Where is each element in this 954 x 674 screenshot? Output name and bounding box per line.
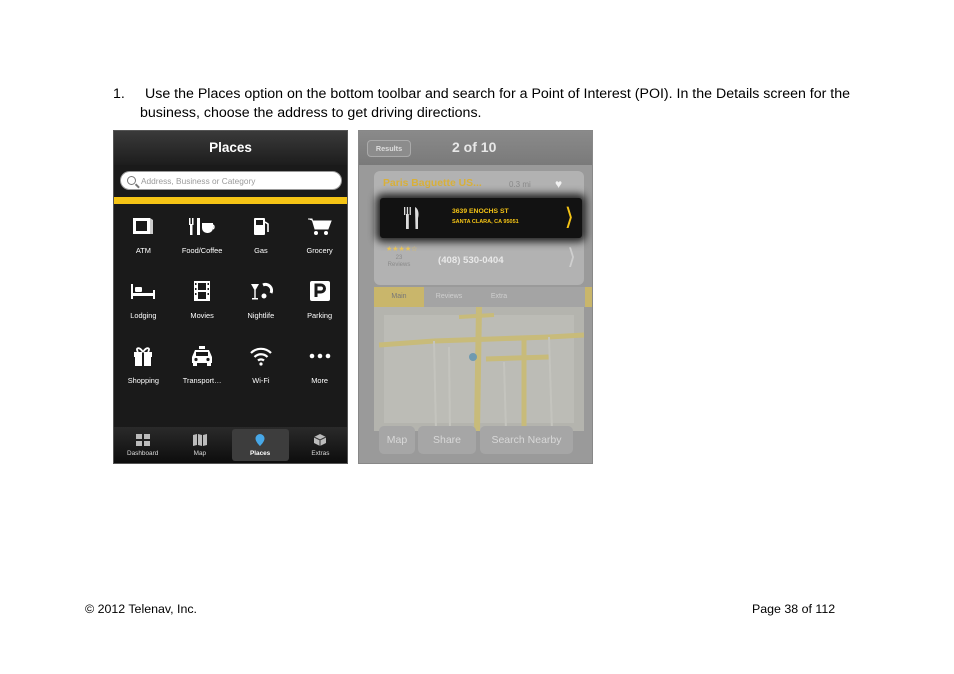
film-icon — [187, 278, 217, 304]
category-label: Transport… — [182, 376, 222, 385]
address-line1: 3639 ENOCHS ST — [452, 208, 509, 215]
gas-pump-icon — [246, 213, 276, 239]
cube-icon — [312, 433, 328, 447]
category-label: Parking — [307, 311, 333, 320]
category-label: Food/Coffee — [181, 246, 223, 255]
nightlife-icon — [246, 278, 276, 304]
tab-label: Dashboard — [126, 450, 159, 457]
map-preview[interactable] — [374, 307, 584, 431]
business-distance: 0.3 mi — [509, 180, 531, 189]
details-screenshot — [358, 130, 593, 464]
category-transport[interactable] — [173, 343, 232, 389]
category-label: Movies — [190, 311, 214, 320]
category-label: Nightlife — [247, 311, 275, 320]
map-button[interactable]: Map — [379, 426, 415, 454]
tab-label: Extras — [311, 450, 330, 457]
category-label: Grocery — [306, 246, 333, 255]
fork-knife-icon — [403, 206, 423, 230]
reviews-word: Reviews — [387, 262, 411, 268]
category-shopping[interactable] — [114, 343, 173, 389]
category-food-coffee[interactable] — [173, 213, 232, 259]
chevron-right-icon: ⟩ — [567, 245, 576, 270]
search-nearby-button[interactable]: Search Nearby — [480, 426, 573, 454]
category-lodging[interactable] — [114, 278, 173, 324]
rating-stars: ★★★★☆ — [386, 246, 418, 253]
category-nightlife[interactable] — [232, 278, 291, 324]
tab-reviews[interactable]: Reviews — [435, 293, 463, 300]
bed-icon — [128, 278, 158, 304]
step-number: 1. — [113, 86, 125, 102]
results-button[interactable]: Results — [367, 140, 411, 157]
result-count: 2 of 10 — [452, 139, 497, 155]
phone-number[interactable]: (408) 530-0404 — [438, 255, 504, 266]
places-search-input[interactable] — [120, 171, 342, 190]
category-label: ATM — [135, 246, 151, 255]
category-label: Lodging — [130, 311, 157, 320]
category-parking[interactable] — [290, 278, 348, 324]
tab-bar-accent — [585, 287, 593, 307]
heart-icon[interactable]: ♥ — [555, 177, 563, 191]
car-icon — [187, 343, 217, 369]
category-label: Wi-Fi — [252, 376, 270, 385]
category-label: More — [311, 376, 329, 385]
category-grocery[interactable] — [290, 213, 348, 259]
action-buttons — [379, 426, 593, 456]
gift-icon — [128, 343, 158, 369]
category-gas[interactable] — [232, 213, 291, 259]
more-icon — [305, 343, 335, 369]
step-text: Use the Places option on the bottom toolbar and search for a Point of Interest (POI). In the Details screen for the business, choose the address to get driving directions. — [140, 86, 851, 121]
pin-icon — [252, 433, 268, 447]
address-line2: SANTA CLARA, CA 95051 — [452, 219, 519, 225]
category-wifi[interactable] — [232, 343, 291, 389]
parking-icon — [305, 278, 335, 304]
category-atm[interactable] — [114, 213, 173, 259]
details-header — [359, 131, 592, 165]
search-placeholder: Address, Business or Category — [141, 175, 256, 186]
tab-extras[interactable] — [292, 427, 348, 463]
category-label: Shopping — [127, 376, 159, 385]
tab-places[interactable] — [232, 429, 289, 461]
review-count — [386, 255, 412, 269]
business-card — [374, 171, 584, 285]
search-icon — [127, 176, 136, 185]
business-name: Paris Baguette US... — [383, 178, 482, 189]
tab-map[interactable] — [171, 427, 228, 463]
share-button[interactable]: Share — [418, 426, 476, 454]
bottom-toolbar — [114, 427, 348, 463]
category-movies[interactable] — [173, 278, 232, 324]
category-label: Gas — [254, 246, 268, 255]
footer-copyright: © 2012 Telenav, Inc. — [85, 602, 197, 616]
review-number: 23 — [395, 255, 403, 261]
dashboard-icon — [135, 433, 151, 447]
address-row[interactable] — [380, 198, 582, 238]
map-icon — [192, 433, 208, 447]
wifi-icon — [246, 343, 276, 369]
footer-page-number: Page 38 of 112 — [752, 602, 836, 616]
instruction-step — [113, 85, 873, 123]
category-grid — [114, 213, 348, 389]
places-screenshot — [113, 130, 348, 464]
tab-main[interactable]: Main — [374, 287, 424, 307]
category-more[interactable] — [290, 343, 348, 389]
tab-extra[interactable]: Extra — [490, 293, 508, 300]
yellow-divider — [114, 197, 348, 204]
cart-icon — [305, 213, 335, 239]
chevron-right-icon: ⟩ — [564, 203, 574, 231]
details-tabs — [374, 287, 592, 307]
tab-label: Map — [193, 450, 207, 457]
tab-dashboard[interactable] — [114, 427, 171, 463]
places-title: Places — [114, 131, 347, 165]
tab-label: Places — [249, 450, 271, 457]
atm-icon — [128, 213, 158, 239]
food-coffee-icon — [187, 213, 217, 239]
